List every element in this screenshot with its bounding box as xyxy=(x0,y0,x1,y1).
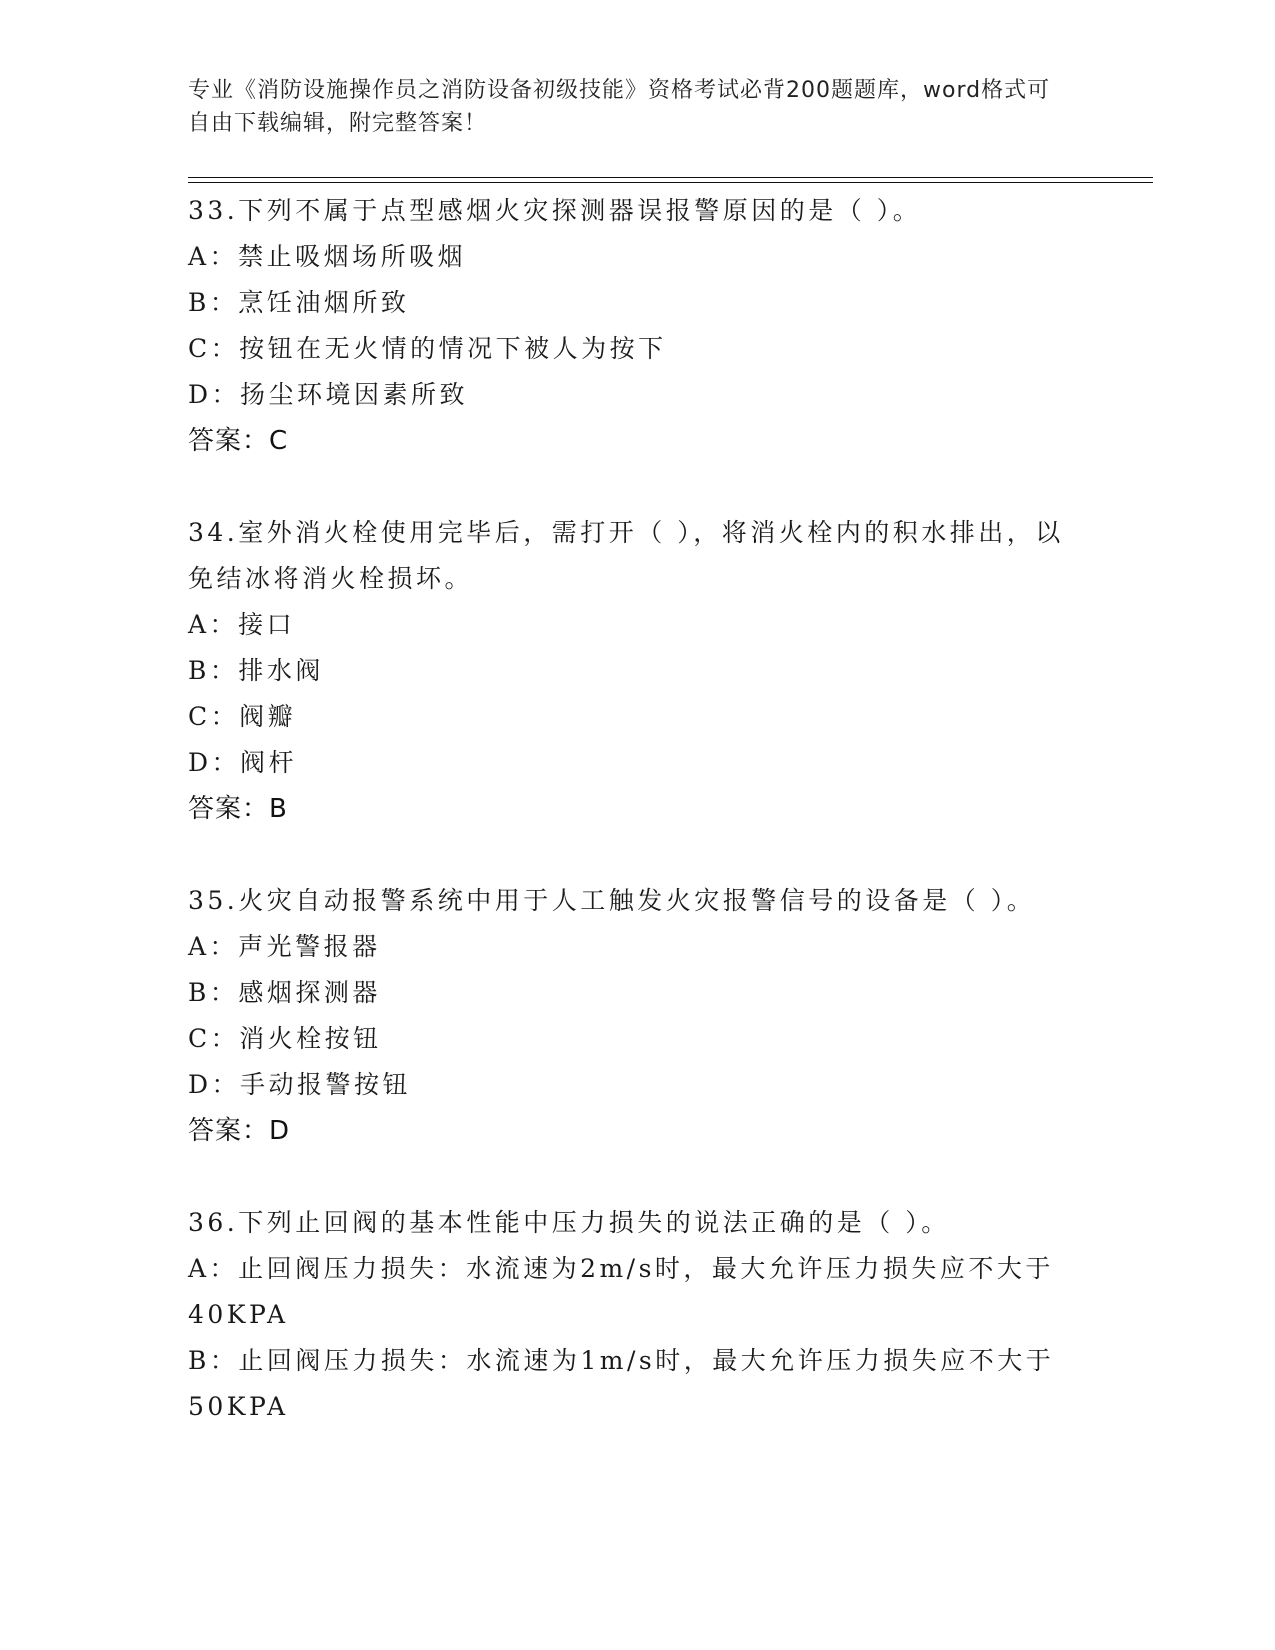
option-text: 声光警报器 xyxy=(238,932,381,961)
option-label: C： xyxy=(188,334,240,363)
option-d xyxy=(188,740,1068,786)
option-a xyxy=(188,234,1068,280)
option-label: D： xyxy=(188,748,241,777)
option-label: D： xyxy=(188,1070,241,1099)
option-d xyxy=(188,1062,1068,1108)
option-text: 感烟探测器 xyxy=(238,978,381,1007)
option-a xyxy=(188,602,1068,648)
question-list xyxy=(188,188,1068,1476)
option-a xyxy=(188,1246,1068,1338)
option-text: 接口 xyxy=(238,610,296,639)
header-text: 专业《消防设施操作员之消防设备初级技能》资格考试必背200题题库，word格式可自由下载编辑，附完整答案！ xyxy=(188,78,1051,136)
option-text: 按钮在无火情的情况下被人为按下 xyxy=(239,334,667,363)
question-stem: 34.室外消火栓使用完毕后，需打开（ ），将消火栓内的积水排出，以免结冰将消火栓损坏。 xyxy=(188,518,1064,593)
option-text: 排水阀 xyxy=(238,656,324,685)
answer-line: 答案：C xyxy=(188,426,289,456)
option-c xyxy=(188,326,1068,372)
option-text: 手动报警按钮 xyxy=(240,1070,412,1099)
option-text: 烹饪油烟所致 xyxy=(238,288,410,317)
question-stem: 33.下列不属于点型感烟火灾探测器误报警原因的是（ ）。 xyxy=(188,196,922,225)
option-b xyxy=(188,1338,1068,1430)
option-text: 阀杆 xyxy=(240,748,298,777)
answer-line: 答案：D xyxy=(188,1116,291,1146)
option-text: 禁止吸烟场所吸烟 xyxy=(238,242,467,271)
option-label: C： xyxy=(188,702,240,731)
answer-line: 答案：B xyxy=(188,794,288,824)
option-b xyxy=(188,648,1068,694)
option-label: A： xyxy=(188,610,239,639)
question-34 xyxy=(188,510,1068,832)
question-36 xyxy=(188,1200,1068,1430)
option-b xyxy=(188,280,1068,326)
header-rule-bottom xyxy=(188,182,1153,183)
option-text: 消火栓按钮 xyxy=(239,1024,382,1053)
option-label: A： xyxy=(188,242,239,271)
option-label: C： xyxy=(188,1024,240,1053)
option-text: 扬尘环境因素所致 xyxy=(240,380,469,409)
option-label: B： xyxy=(188,656,239,685)
option-c xyxy=(188,694,1068,740)
document-header xyxy=(188,74,1068,140)
option-label: B： xyxy=(188,978,239,1007)
question-33 xyxy=(188,188,1068,464)
option-text: 止回阀压力损失：水流速为2m/s时，最大允许压力损失应不大于40KPA xyxy=(188,1254,1054,1329)
option-label: B： xyxy=(188,288,239,317)
question-stem: 35.火灾自动报警系统中用于人工触发火灾报警信号的设备是（ ）。 xyxy=(188,886,1036,915)
option-label: D： xyxy=(188,380,241,409)
option-text: 止回阀压力损失：水流速为1m/s时，最大允许压力损失应不大于50KPA xyxy=(188,1346,1055,1421)
option-d xyxy=(188,372,1068,418)
option-label: A： xyxy=(188,932,239,961)
option-c xyxy=(188,1016,1068,1062)
option-b xyxy=(188,970,1068,1016)
option-a xyxy=(188,924,1068,970)
question-stem: 36.下列止回阀的基本性能中压力损失的说法正确的是（ ）。 xyxy=(188,1208,950,1237)
header-rule-top xyxy=(188,177,1153,178)
option-label: B： xyxy=(188,1346,239,1375)
option-text: 阀瓣 xyxy=(239,702,297,731)
option-label: A： xyxy=(188,1254,239,1283)
question-35 xyxy=(188,878,1068,1154)
